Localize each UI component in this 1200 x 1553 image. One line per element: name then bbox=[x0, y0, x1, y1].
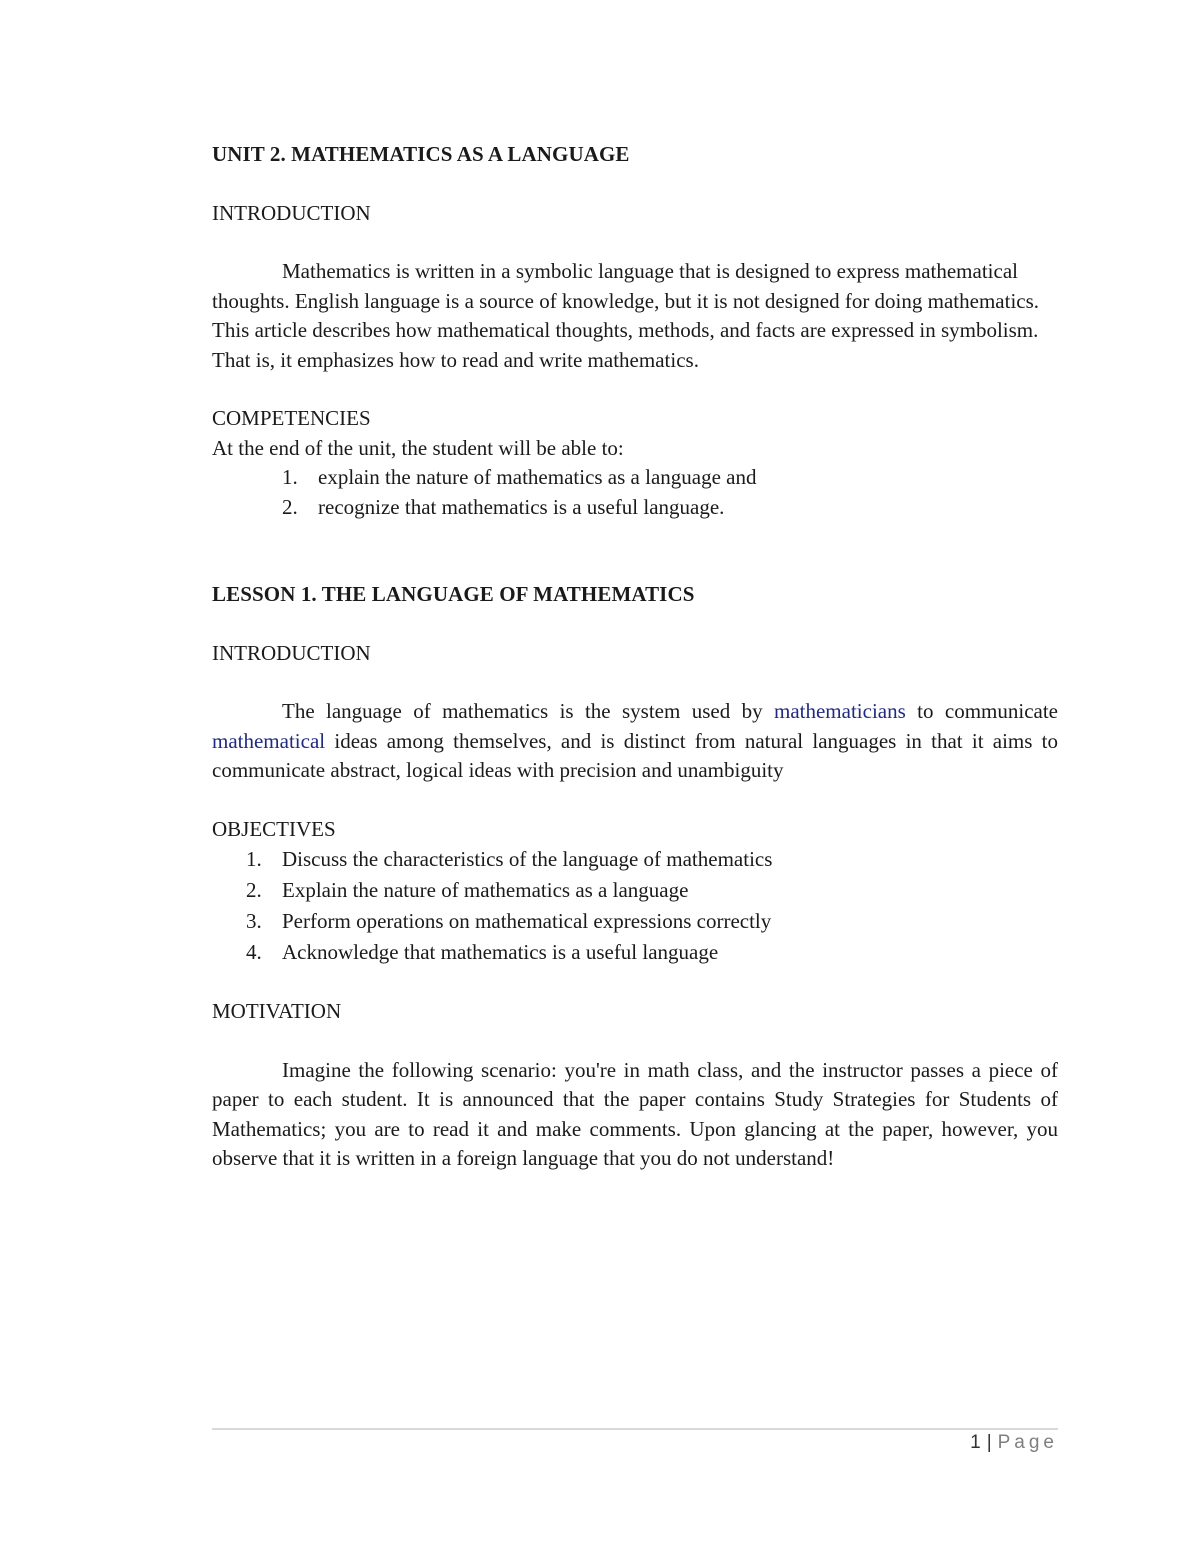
motivation-text: Imagine the following scenario: you're in math class, and the instructor passes a piece of paper to each student. It is announced that the paper contains Study Strategies for Students of Mathematics; you are to read it and make comments. Upon glancing at the paper, however, you observe that it is written in a foreign language that you do not understand! bbox=[212, 1057, 1058, 1170]
list-number: 3. bbox=[246, 909, 262, 933]
lesson-title: LESSON 1. THE LANGUAGE OF MATHEMATICS bbox=[212, 582, 695, 606]
lesson-introduction-label: INTRODUCTION bbox=[212, 640, 371, 665]
list-number: 2. bbox=[282, 494, 298, 519]
list-text: Explain the nature of mathematics as a language bbox=[282, 878, 689, 902]
objectives-list bbox=[212, 844, 1058, 968]
intro-text-part: ideas among themselves, and is distinct from natural languages in that it aims to communicate abstract, logical ideas with precision and unambiguity bbox=[212, 728, 1058, 782]
list-text: Acknowledge that mathematics is a useful language bbox=[282, 940, 719, 964]
list-item bbox=[212, 463, 1058, 493]
competencies-label: COMPETENCIES bbox=[212, 406, 371, 430]
list-text: Discuss the characteristics of the language of mathematics bbox=[282, 847, 773, 871]
page-footer bbox=[970, 1432, 1058, 1454]
list-item bbox=[212, 844, 1058, 875]
document-body bbox=[212, 140, 1058, 1174]
list-item bbox=[212, 875, 1058, 906]
unit-introduction-label: INTRODUCTION bbox=[212, 200, 371, 225]
competencies-list bbox=[212, 463, 1058, 522]
footer-separator: | bbox=[986, 1432, 992, 1453]
list-number: 1. bbox=[282, 465, 298, 489]
list-number: 2. bbox=[246, 878, 262, 902]
intro-text-part: to communicate bbox=[905, 699, 1058, 723]
list-text: Perform operations on mathematical expressions correctly bbox=[282, 909, 772, 933]
lesson-introduction-text bbox=[212, 697, 1058, 786]
list-text: recognize that mathematics is a useful language. bbox=[318, 494, 725, 519]
motivation-label: MOTIVATION bbox=[212, 999, 342, 1023]
list-item bbox=[212, 493, 1058, 523]
mathematicians-link[interactable]: mathematicians bbox=[773, 699, 906, 723]
page-number: 1 bbox=[970, 1432, 981, 1453]
competencies-lead: At the end of the unit, the student will be able to: bbox=[212, 435, 624, 460]
list-item bbox=[212, 906, 1058, 937]
list-text: explain the nature of mathematics as a language and bbox=[318, 465, 757, 489]
list-number: 4. bbox=[246, 940, 262, 964]
objectives-label: OBJECTIVES bbox=[212, 816, 336, 841]
page-label: Page bbox=[997, 1432, 1058, 1453]
unit-introduction-text: Mathematics is written in a symbolic language that is designed to express mathematical thoughts. English language is a source of knowledge, but it is not designed for doing mathematics. This article describes how mathematical thoughts, methods, and facts are expressed in symbolism. That is, it emphasizes how to read and write mathematics. bbox=[212, 259, 1040, 372]
list-item bbox=[212, 937, 1058, 968]
mathematical-link[interactable]: mathematical bbox=[212, 728, 326, 753]
list-number: 1. bbox=[246, 847, 262, 871]
intro-text-part: The language of mathematics is the system used by bbox=[282, 699, 774, 723]
unit-title: UNIT 2. MATHEMATICS AS A LANGUAGE bbox=[212, 142, 630, 166]
footer-divider bbox=[212, 1428, 1058, 1430]
